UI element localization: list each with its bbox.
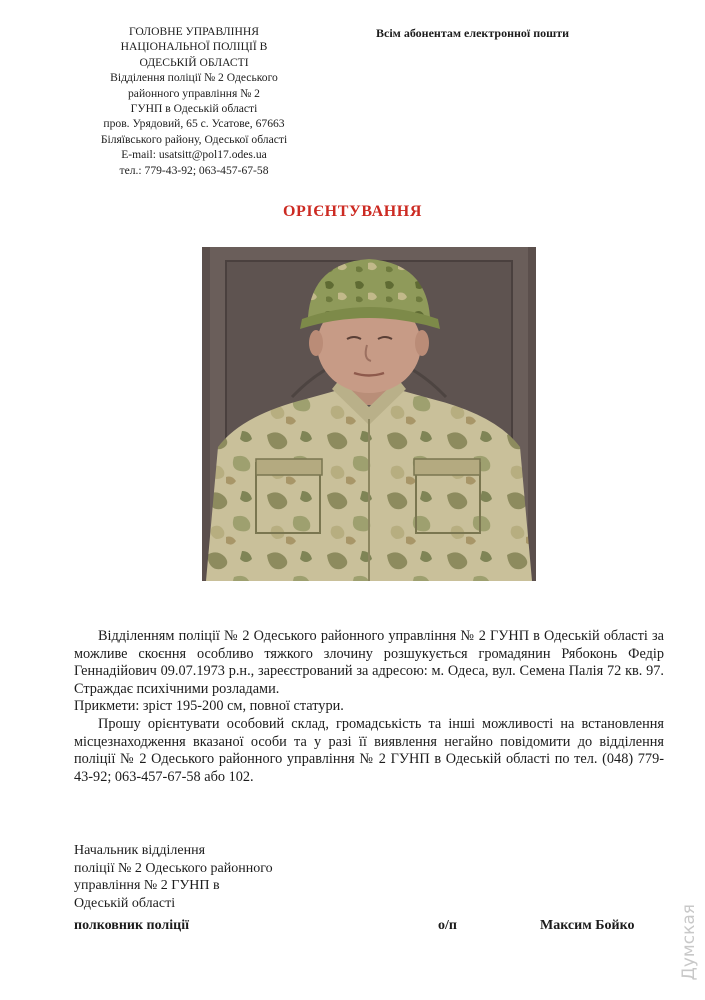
body-paragraph-2: Прошу орієнтувати особовий склад, громадськість та інші можливості на встановлення місцезнаходження вказаної особи та у разі її виявлення негайно повідомити до відділення поліції № 2 Одеського районного управління № 2 ГУНП в Одеській області по тел. (048) 779-43-92; 063-457-67-58 або 102. [74, 715, 664, 785]
recipient: Всім абонентам електронної пошти [376, 26, 570, 40]
sender-line: Відділення поліції № 2 Одеського [110, 71, 278, 85]
signature-op-mark: о/п [438, 918, 457, 933]
body-paragraph-1: Відділенням поліції № 2 Одеського районного управління № 2 ГУНП в Одеській області за можливе скоєння особливо тяжкого злочину розшукується громадянин Рябоконь Федір Геннадійович 09.07.1973 р.н., зареєстрований за адресою: м. Одеса, вул. Семена Палія 72 кв. 97. Страждає психічними розладами. [74, 628, 664, 697]
signature-line: Одеській області [74, 895, 176, 911]
sender-line: НАЦІОНАЛЬНОЇ ПОЛІЦІЇ В [120, 40, 268, 54]
signature-line: поліції № 2 Одеського районного [74, 860, 273, 876]
sender-email: E-mail: usatsitt@pol17.odes.ua [121, 148, 267, 162]
signature-line: Начальник відділення [74, 843, 206, 858]
sender-phone: тел.: 779-43-92; 063-457-67-58 [119, 163, 269, 177]
sender-line: районного управління № 2 [128, 86, 260, 100]
photo-illustration [202, 247, 536, 581]
document-title: ОРІЄНТУВАННЯ [282, 203, 423, 220]
watermark: Думская [679, 903, 699, 980]
sender-line: ГУНП в Одеській області [130, 102, 258, 116]
signature-line: управління № 2 ГУНП в [74, 878, 220, 894]
sender-block [60, 24, 328, 178]
signature-block [74, 842, 273, 912]
signatory-name: Максим Бойко [540, 918, 635, 933]
sender-line: ГОЛОВНЕ УПРАВЛІННЯ [129, 25, 259, 38]
sender-line: Біляївського району, Одеської області [100, 132, 288, 146]
sender-line: ОДЕСЬКІЙ ОБЛАСТІ [139, 55, 249, 69]
suspect-signs: Прикмети: зріст 195-200 см, повної статури. [74, 698, 344, 715]
signatory-rank: полковник поліції [74, 918, 190, 933]
orientation-body [74, 628, 664, 786]
signature-rank-row [74, 918, 658, 938]
suspect-photo [202, 247, 536, 581]
sender-address: пров. Урядовий, 65 с. Усатове, 67663 [103, 117, 285, 131]
